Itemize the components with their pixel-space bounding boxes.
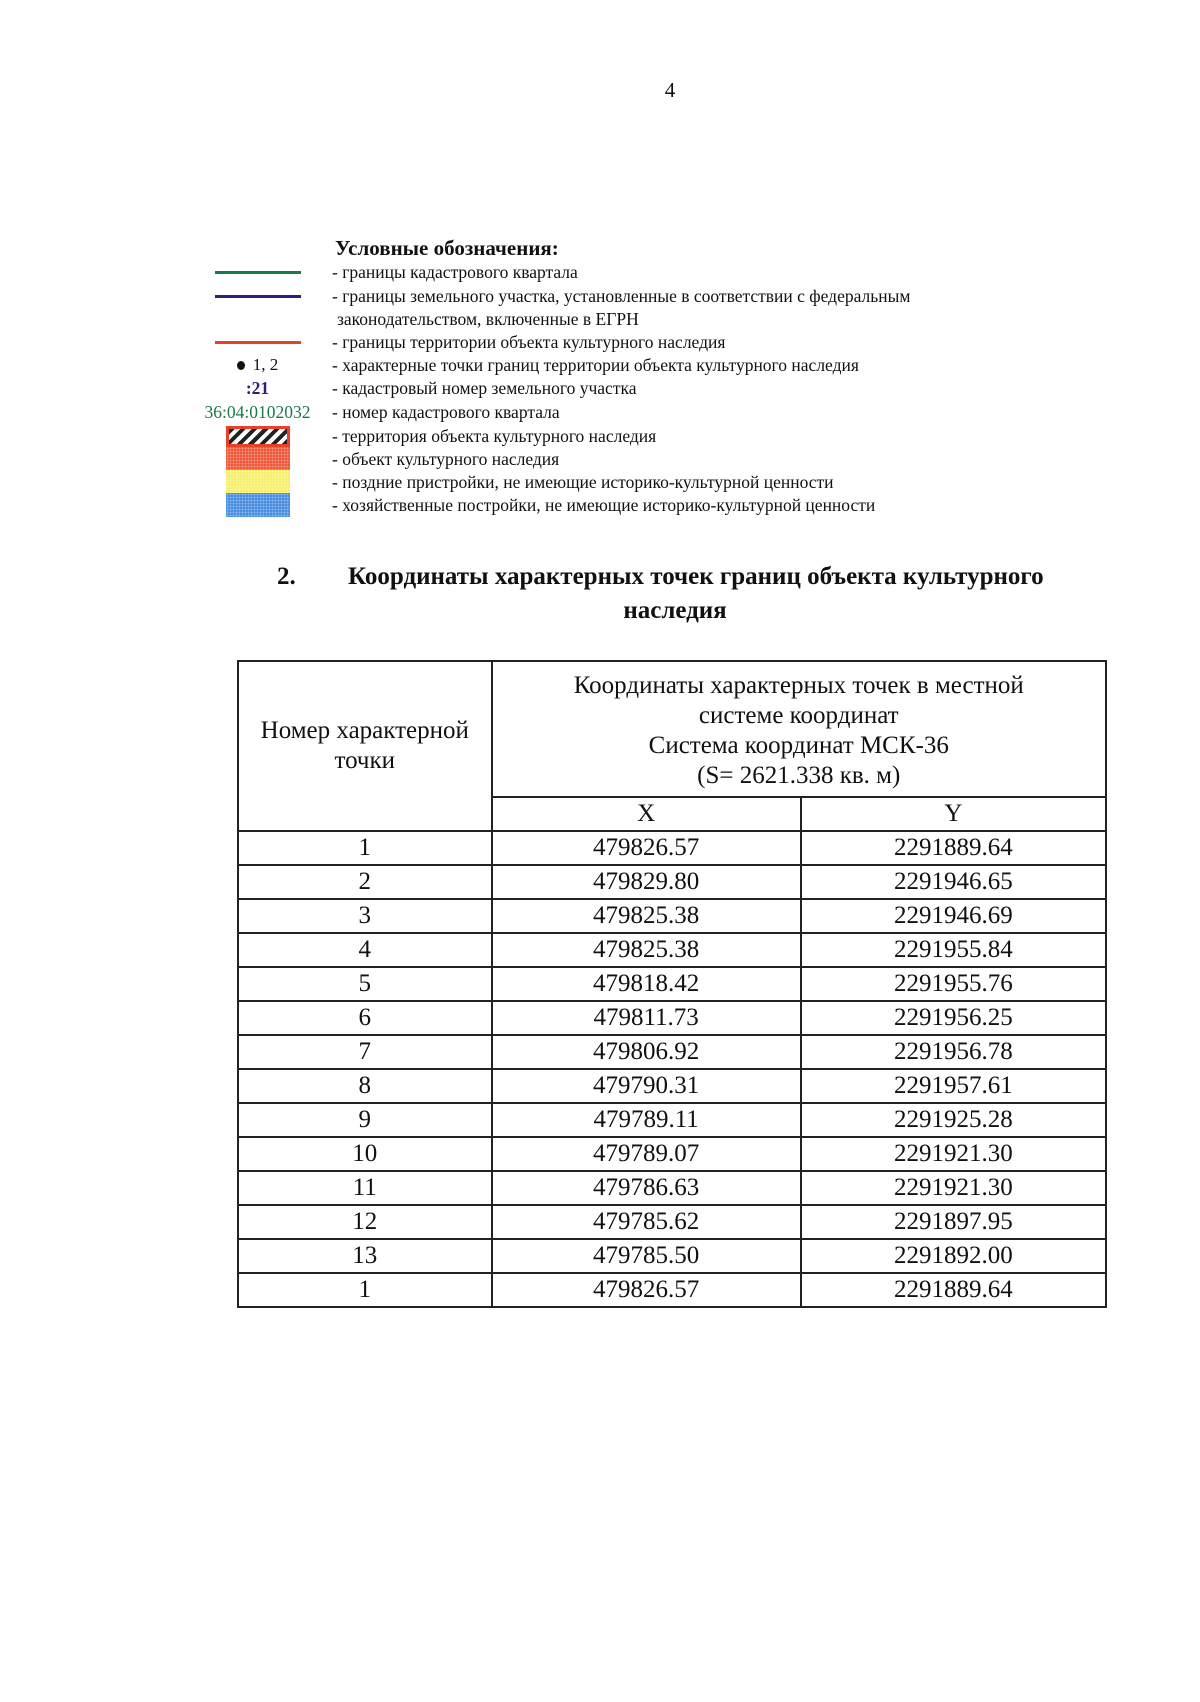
coord-header-line: системе координат (698, 702, 899, 729)
legend-item (190, 377, 1090, 399)
y-coordinate-cell: 2291955.76 (801, 967, 1106, 1001)
line-symbol-icon (190, 285, 325, 307)
section-title-line2: наследия (623, 597, 727, 624)
table-row (238, 1103, 1106, 1137)
table-row (238, 967, 1106, 1001)
x-coordinate-cell: 479825.38 (492, 899, 801, 933)
point-symbol-icon: 1, 2 (190, 354, 325, 376)
legend-item-text: - границы кадастрового квартала (332, 262, 578, 282)
point-number-cell: 12 (238, 1205, 492, 1239)
table-row (238, 899, 1106, 933)
y-coordinate-cell: 2291889.64 (801, 1273, 1106, 1307)
x-coordinate-cell: 479818.42 (492, 967, 801, 1001)
x-coordinate-cell: 479826.57 (492, 1273, 801, 1307)
col-header-point-number: Номер характерной точки (238, 661, 492, 831)
coord-header-line: Система координат МСК-36 (648, 732, 949, 759)
label-symbol-icon: :21 (245, 377, 270, 398)
point-number-cell: 5 (238, 967, 492, 1001)
legend-item (190, 401, 1090, 423)
table-row (238, 933, 1106, 967)
point-number-cell: 1 (238, 831, 492, 865)
x-coordinate-cell: 479786.63 (492, 1171, 801, 1205)
y-coordinate-cell: 2291921.30 (801, 1171, 1106, 1205)
legend-item (190, 425, 1090, 447)
x-coordinate-cell: 479789.07 (492, 1137, 801, 1171)
table-row (238, 1273, 1106, 1307)
label-symbol-icon: 36:04:0102032 (204, 401, 311, 422)
legend-item (190, 261, 1090, 283)
y-coordinate-cell: 2291946.69 (801, 899, 1106, 933)
y-coordinate-cell: 2291921.30 (801, 1137, 1106, 1171)
legend-item-text: - территория объекта культурного наследия (332, 426, 657, 446)
point-number-cell: 13 (238, 1239, 492, 1273)
x-coordinate-cell: 479811.73 (492, 1001, 801, 1035)
legend-item (190, 285, 1090, 329)
section-number: 2. (277, 563, 296, 590)
table-row (238, 1205, 1106, 1239)
point-number-cell: 7 (238, 1035, 492, 1069)
point-number-cell: 6 (238, 1001, 492, 1035)
page-number: 4 (664, 78, 676, 102)
y-coordinate-cell: 2291889.64 (801, 831, 1106, 865)
line-symbol-icon (190, 331, 325, 353)
table-row (238, 831, 1106, 865)
y-coordinate-cell: 2291946.65 (801, 865, 1106, 899)
table-row (238, 1035, 1106, 1069)
x-coordinate-cell: 479826.57 (492, 831, 801, 865)
fill-swatch-icon (190, 448, 325, 470)
coord-header-line: (S= 2621.338 кв. м) (697, 762, 901, 789)
y-coordinate-cell: 2291956.78 (801, 1035, 1106, 1069)
x-coordinate-cell: 479789.11 (492, 1103, 801, 1137)
y-coordinate-cell: 2291955.84 (801, 933, 1106, 967)
x-coordinate-cell: 479790.31 (492, 1069, 801, 1103)
legend-item-text: - характерные точки границ территории объекта культурного наследия (332, 355, 859, 375)
line-symbol-icon (190, 261, 325, 283)
legend-item-text: - объект культурного наследия (332, 449, 560, 469)
coord-header-line: Координаты характерных точек в местной (573, 672, 1024, 699)
table-row (238, 1171, 1106, 1205)
table-row (238, 1001, 1106, 1035)
legend-item-text: - кадастровый номер земельного участка (332, 378, 637, 398)
legend-item (190, 354, 1090, 376)
point-number-cell: 10 (238, 1137, 492, 1171)
col-header-y: Y (801, 797, 1106, 831)
y-coordinate-cell: 2291892.00 (801, 1239, 1106, 1273)
col-header-x: X (492, 797, 801, 831)
legend-title: Условные обозначения: (335, 236, 559, 260)
coordinates-table (237, 660, 1107, 1308)
y-coordinate-cell: 2291957.61 (801, 1069, 1106, 1103)
col-header-coordinates (492, 661, 1106, 797)
point-number-cell: 3 (238, 899, 492, 933)
legend-item-text: - поздние пристройки, не имеющие историко-культурной ценности (332, 472, 834, 492)
table-row (238, 1069, 1106, 1103)
legend-item (190, 448, 1090, 470)
point-number-cell: 4 (238, 933, 492, 967)
x-coordinate-cell: 479829.80 (492, 865, 801, 899)
fill-swatch-icon (190, 494, 325, 516)
section-title-line1: Координаты характерных точек границ объекта культурного (348, 563, 1044, 590)
legend-item-text: - границы территории объекта культурного наследия (332, 332, 726, 352)
y-coordinate-cell: 2291925.28 (801, 1103, 1106, 1137)
point-number-cell: 1 (238, 1273, 492, 1307)
fill-swatch-icon (190, 471, 325, 493)
point-number-cell: 2 (238, 865, 492, 899)
y-coordinate-cell: 2291956.25 (801, 1001, 1106, 1035)
hatch-swatch-icon (190, 425, 325, 447)
x-coordinate-cell: 479785.50 (492, 1239, 801, 1273)
legend-item-text: - границы земельного участка, установленные в соответствии с федеральным (332, 286, 911, 306)
legend-item-text: законодательством, включенные в ЕГРН (337, 309, 639, 329)
table-row (238, 1239, 1106, 1273)
point-number-cell: 11 (238, 1171, 492, 1205)
point-number-cell: 8 (238, 1069, 492, 1103)
x-coordinate-cell: 479825.38 (492, 933, 801, 967)
legend-item-text: - хозяйственные постройки, не имеющие историко-культурной ценности (332, 495, 876, 515)
table-row (238, 865, 1106, 899)
legend-item (190, 494, 1090, 516)
legend-item (190, 471, 1090, 493)
y-coordinate-cell: 2291897.95 (801, 1205, 1106, 1239)
legend-item-text: - номер кадастрового квартала (332, 402, 560, 422)
point-number-cell: 9 (238, 1103, 492, 1137)
x-coordinate-cell: 479785.62 (492, 1205, 801, 1239)
legend-item (190, 331, 1090, 353)
x-coordinate-cell: 479806.92 (492, 1035, 801, 1069)
table-row (238, 1137, 1106, 1171)
